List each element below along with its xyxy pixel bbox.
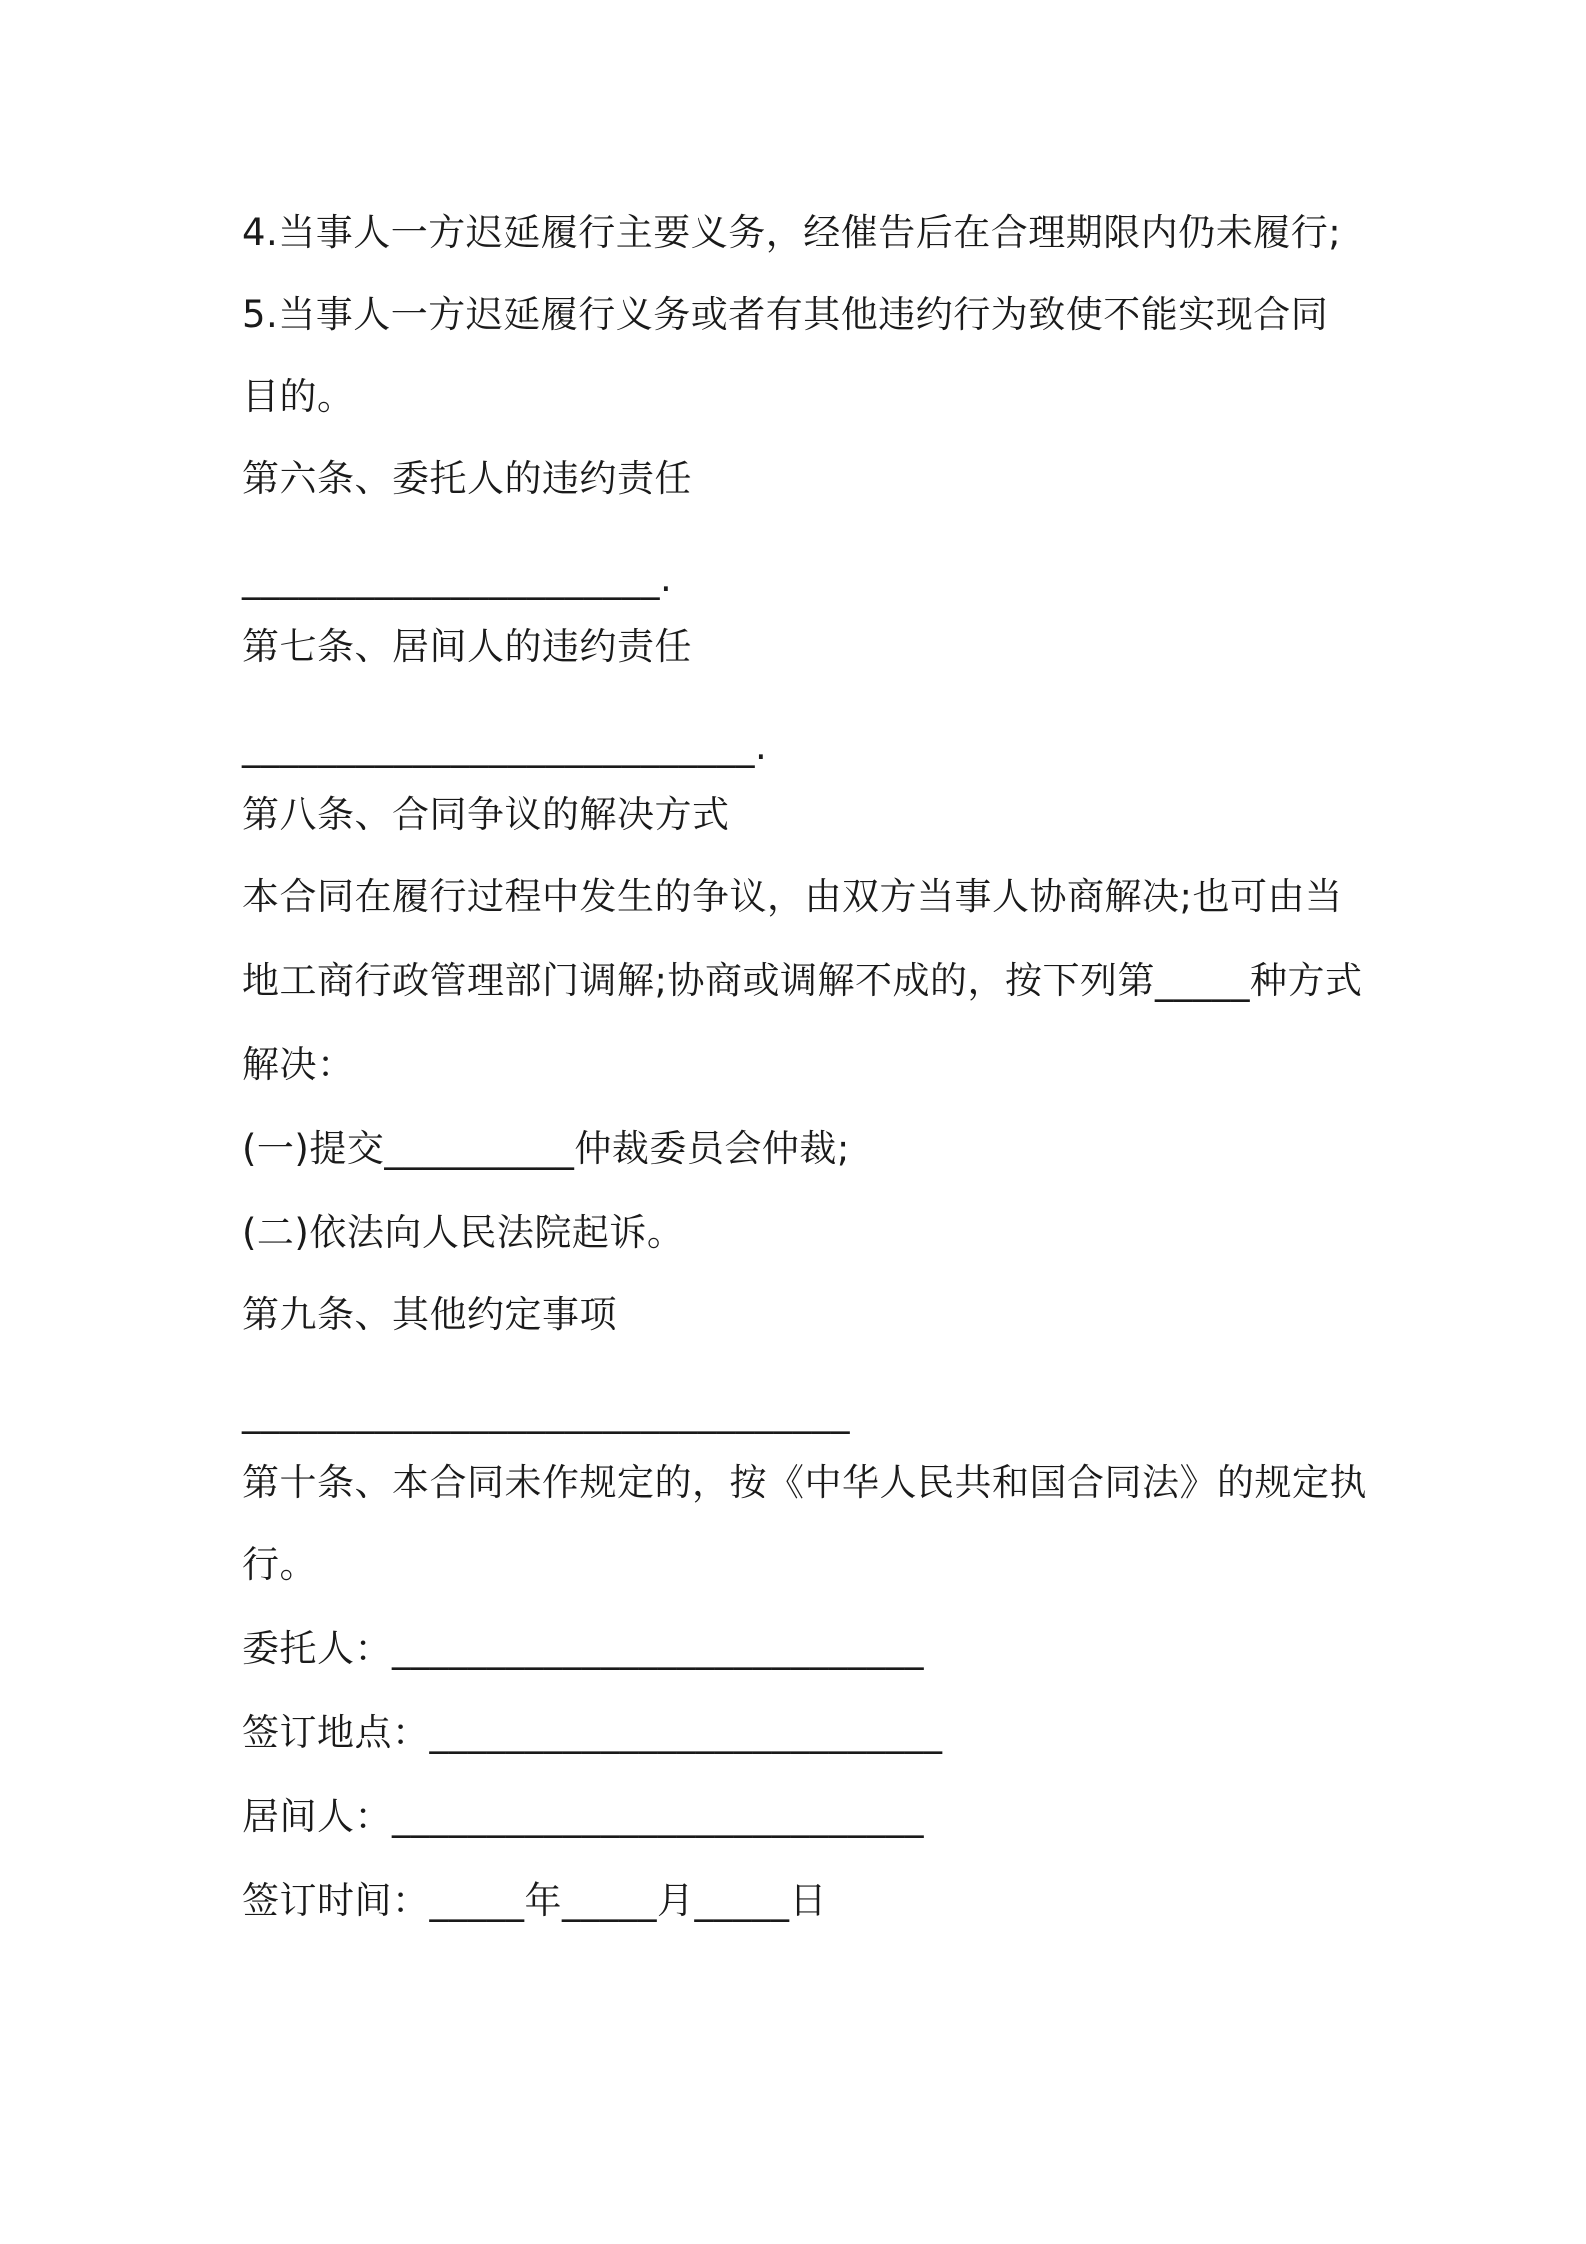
article-8-option-1: (一)提交__________仲裁委员会仲裁; [242, 1127, 850, 1170]
article-10-text-1: 第十条、本合同未作规定的，按《中华人民共和国合同法》的规定执 [242, 1461, 1367, 1504]
signature-client: 委托人：____________________________ [242, 1627, 924, 1670]
article-8-text-2: 地工商行政管理部门调解;协商或调解不成的，按下列第_____种方式 [242, 959, 1363, 1002]
clause-item-5: 5.当事人一方迟延履行义务或者有其他违约行为致使不能实现合同 [242, 293, 1329, 336]
article-8-text-1: 本合同在履行过程中发生的争议，由双方当事人协商解决;也可由当 [242, 875, 1343, 918]
clause-item-5-cont: 目的。 [242, 375, 355, 418]
signature-intermediary: 居间人：____________________________ [242, 1795, 924, 1838]
signature-place: 签订地点：___________________________ [242, 1711, 943, 1754]
article-7-heading: 第七条、居间人的违约责任 [242, 625, 692, 668]
article-9-heading: 第九条、其他约定事项 [242, 1293, 617, 1336]
clause-item-4: 4.当事人一方迟延履行主要义务，经催告后在合理期限内仍未履行; [242, 211, 1342, 254]
article-8-heading: 第八条、合同争议的解决方式 [242, 793, 730, 836]
article-10-text-2: 行。 [242, 1543, 317, 1586]
signature-date: 签订时间：_____年_____月_____日 [242, 1879, 827, 1922]
article-8-text-3: 解决： [242, 1043, 355, 1086]
article-6-heading: 第六条、委托人的违约责任 [242, 457, 692, 500]
article-9-blank: ________________________________ [242, 1391, 850, 1434]
article-6-blank: ______________________. [242, 557, 673, 600]
article-8-option-2: (二)依法向人民法院起诉。 [242, 1211, 685, 1254]
article-7-blank: ___________________________. [242, 725, 768, 768]
